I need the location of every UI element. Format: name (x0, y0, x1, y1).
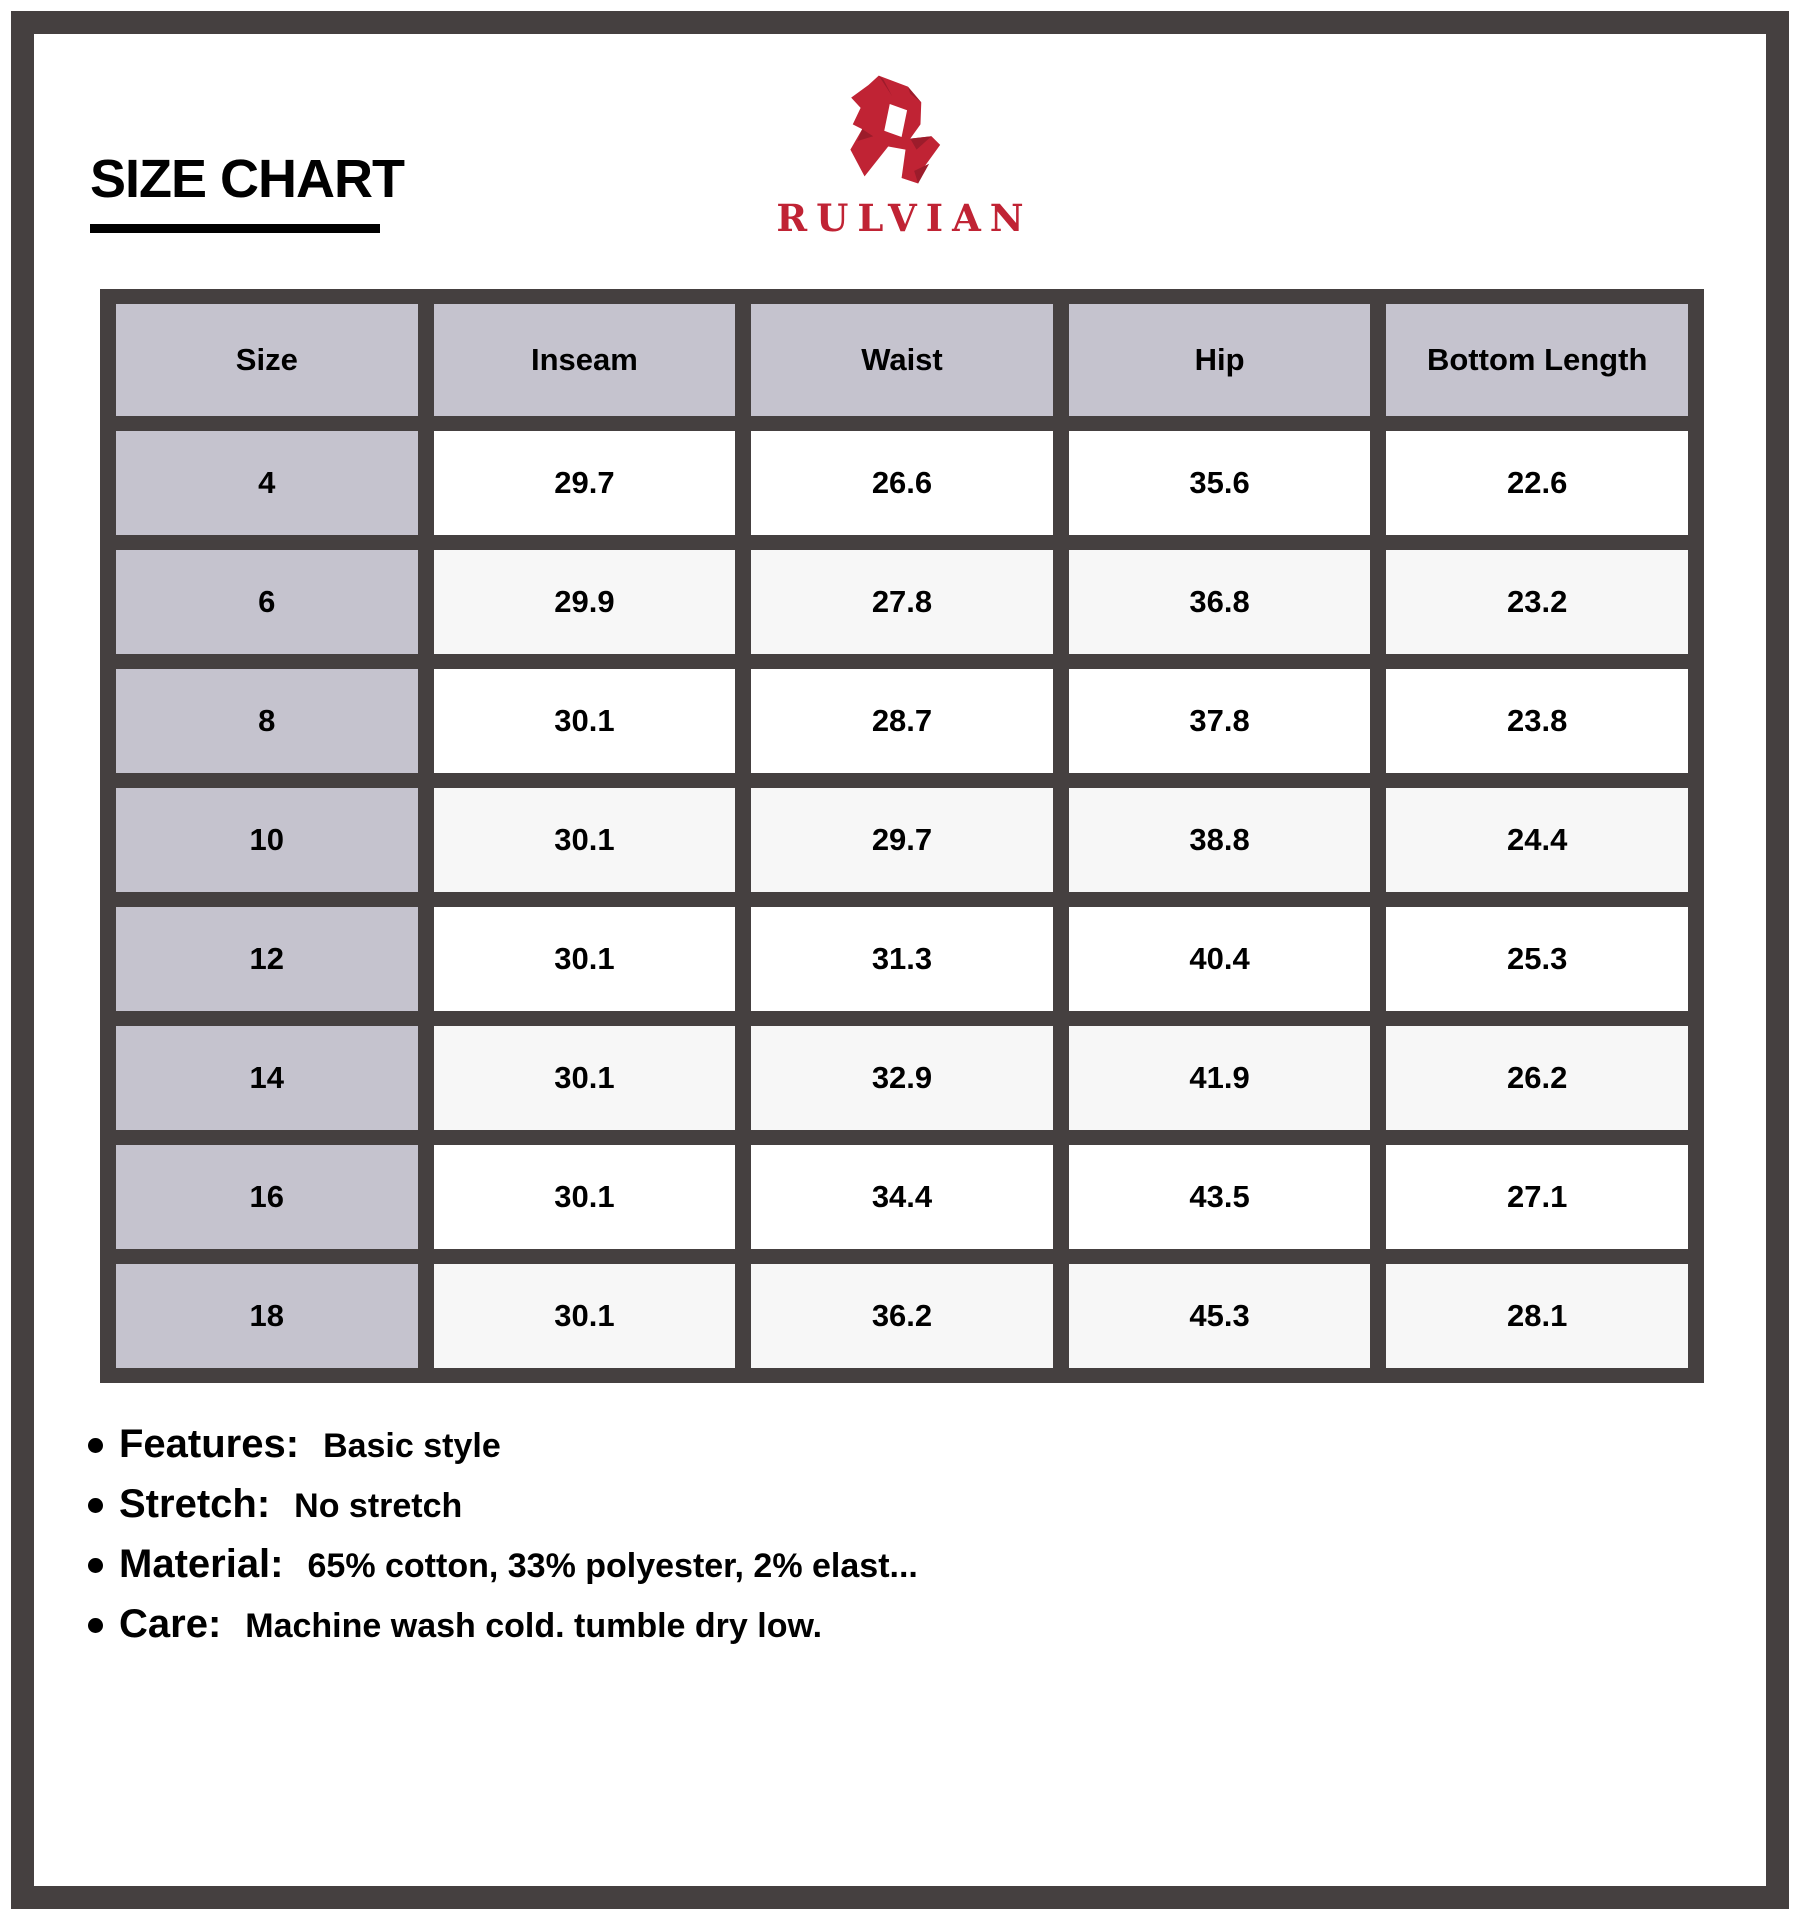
bottom-length-cell: 25.3 (1386, 907, 1688, 1011)
size-cell: 12 (116, 907, 418, 1011)
inseam-cell: 29.9 (434, 550, 736, 654)
waist-cell: 26.6 (751, 431, 1053, 535)
table-row (116, 788, 1688, 892)
waist-cell: 32.9 (751, 1026, 1053, 1130)
table-row (116, 1145, 1688, 1249)
list-item (88, 1422, 918, 1467)
waist-cell: 34.4 (751, 1145, 1053, 1249)
table-row (116, 550, 1688, 654)
detail-label-care: Care: (119, 1602, 222, 1646)
inseam-cell: 30.1 (434, 669, 736, 773)
brand-block (0, 54, 1800, 240)
detail-label-material: Material: (119, 1542, 284, 1586)
size-cell: 8 (116, 669, 418, 773)
column-header-waist: Waist (751, 304, 1053, 416)
list-item (88, 1542, 918, 1587)
inseam-cell: 30.1 (434, 1264, 736, 1368)
hip-cell: 45.3 (1069, 1264, 1371, 1368)
size-cell: 14 (116, 1026, 418, 1130)
bottom-length-cell: 27.1 (1386, 1145, 1688, 1249)
waist-cell: 29.7 (751, 788, 1053, 892)
brand-logo-r-icon (837, 54, 963, 198)
bottom-length-cell: 24.4 (1386, 788, 1688, 892)
bottom-length-cell: 26.2 (1386, 1026, 1688, 1130)
list-item (88, 1482, 918, 1527)
size-cell: 6 (116, 550, 418, 654)
size-cell: 4 (116, 431, 418, 535)
detail-value-features: Basic style (323, 1427, 501, 1465)
waist-cell: 27.8 (751, 550, 1053, 654)
detail-value-stretch: No stretch (294, 1487, 463, 1525)
table-row (116, 669, 1688, 773)
column-header-inseam: Inseam (434, 304, 736, 416)
hip-cell: 43.5 (1069, 1145, 1371, 1249)
table-row (116, 907, 1688, 1011)
column-header-hip: Hip (1069, 304, 1371, 416)
waist-cell: 36.2 (751, 1264, 1053, 1368)
detail-value-care: Machine wash cold. tumble dry low. (245, 1607, 823, 1645)
detail-label-features: Features: (119, 1422, 300, 1466)
inseam-cell: 30.1 (434, 1145, 736, 1249)
size-cell: 16 (116, 1145, 418, 1249)
size-cell: 10 (116, 788, 418, 892)
brand-wordmark: RULVIAN (776, 196, 1033, 240)
product-details-list (88, 1422, 918, 1662)
inseam-cell: 30.1 (434, 788, 736, 892)
bullet-icon (88, 1558, 103, 1573)
table-row (116, 431, 1688, 535)
column-header-bottom-length: Bottom Length (1386, 304, 1688, 416)
bottom-length-cell: 23.2 (1386, 550, 1688, 654)
table-row (116, 1264, 1688, 1368)
list-item (88, 1602, 918, 1647)
bottom-length-cell: 22.6 (1386, 431, 1688, 535)
bullet-icon (88, 1498, 103, 1513)
hip-cell: 36.8 (1069, 550, 1371, 654)
table-header-row (116, 304, 1688, 416)
hip-cell: 37.8 (1069, 669, 1371, 773)
waist-cell: 31.3 (751, 907, 1053, 1011)
hip-cell: 40.4 (1069, 907, 1371, 1011)
detail-value-material: 65% cotton, 33% polyester, 2% elast... (307, 1547, 918, 1585)
bullet-icon (88, 1438, 103, 1453)
bottom-length-cell: 23.8 (1386, 669, 1688, 773)
hip-cell: 38.8 (1069, 788, 1371, 892)
inseam-cell: 30.1 (434, 1026, 736, 1130)
bottom-length-cell: 28.1 (1386, 1264, 1688, 1368)
waist-cell: 28.7 (751, 669, 1053, 773)
size-cell: 18 (116, 1264, 418, 1368)
size-chart-table (100, 289, 1704, 1383)
detail-label-stretch: Stretch: (119, 1482, 271, 1526)
table-row (116, 1026, 1688, 1130)
bullet-icon (88, 1618, 103, 1633)
inseam-cell: 30.1 (434, 907, 736, 1011)
hip-cell: 35.6 (1069, 431, 1371, 535)
hip-cell: 41.9 (1069, 1026, 1371, 1130)
page-title: SIZE CHART (90, 149, 404, 209)
column-header-size: Size (116, 304, 418, 416)
inseam-cell: 29.7 (434, 431, 736, 535)
